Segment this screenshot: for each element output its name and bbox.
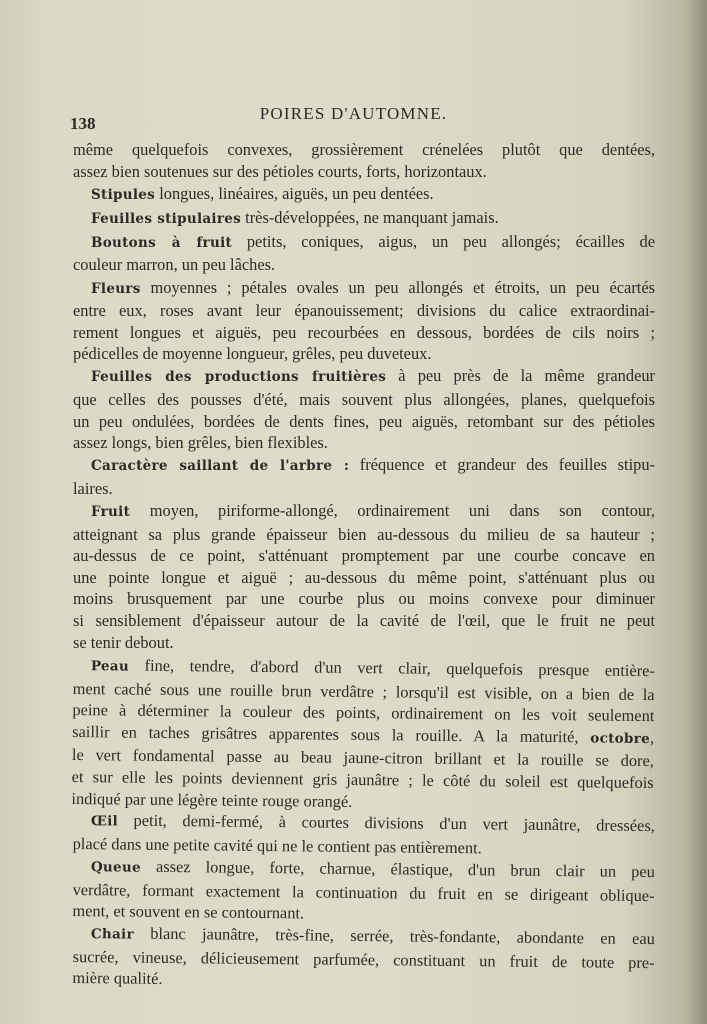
page-body <box>73 139 655 990</box>
text-line <box>73 524 655 546</box>
paragraph <box>73 183 655 207</box>
line-text: saillir en taches grisâtres apparentes sous la rouille. A la maturité, <box>72 721 591 746</box>
paragraph-term: Queue <box>90 859 142 876</box>
line-text: entre eux, roses avant leur épanouissement; divisions du calice extraordinai- <box>73 301 655 321</box>
line-text: blanc jaunâtre, très-fine, serrée, très-fondante, abondante en eau <box>133 923 655 949</box>
line-text: à peu près de la même grandeur <box>386 366 655 386</box>
text-line <box>73 365 655 389</box>
paragraph-term: Fleurs <box>91 280 141 297</box>
line-text: rement longues et aiguës, peu recourbées en dessous, bordées de cils noirs ; <box>73 322 655 342</box>
paragraph-term: Caractère saillant de l'arbre : <box>91 458 350 475</box>
line-text: peine à déterminer la couleur des points, ordinairement on les voit seulement <box>72 699 655 725</box>
line-text: si sensiblement d'épaisseur autour de la cavité de l'œil, que le fruit ne peut <box>73 610 655 630</box>
text-line <box>73 389 655 411</box>
line-text: très-développées, ne manquant jamais. <box>241 207 499 227</box>
line-text: verdâtre, formant exactement la continuation du fruit en se dirigeant oblique- <box>72 879 655 905</box>
line-text: même quelquefois convexes, grossièrement crénelées plutôt que dentées, <box>73 140 655 159</box>
paragraph <box>73 454 655 499</box>
paragraph-term: Peau <box>90 657 130 675</box>
line-text: fine, tendre, d'abord d'un vert clair, quelquefois presque entière- <box>128 655 655 680</box>
text-line <box>73 231 655 255</box>
text-line <box>73 183 655 207</box>
text-line <box>73 478 655 500</box>
page-number: 138 <box>70 114 96 133</box>
text-line <box>73 343 655 365</box>
text-line <box>73 432 655 454</box>
line-text: une pointe longue et aiguë ; au-dessous du même point, s'atténuant plus ou <box>73 567 655 587</box>
text-line <box>73 207 655 231</box>
text-line <box>73 610 655 632</box>
paragraph <box>73 809 655 860</box>
paragraph <box>73 365 655 453</box>
text-line <box>73 139 655 161</box>
text-line <box>73 545 655 567</box>
text-line <box>73 567 655 589</box>
line-text: assez longs, bien grêles, bien flexibles. <box>73 433 328 453</box>
paragraph <box>73 139 655 182</box>
text-line <box>73 300 655 322</box>
line-text: ment, et souvent en se contournant. <box>72 901 305 923</box>
text-line <box>73 322 655 344</box>
paragraph <box>72 922 655 995</box>
paragraph <box>73 231 655 276</box>
line-text: se tenir debout. <box>73 632 174 652</box>
text-line <box>73 632 655 654</box>
line-text: placé dans une petite cavité qui ne le contient pas entièrement. <box>72 833 482 858</box>
paragraph-term: Feuilles des productions fruitières <box>91 369 387 386</box>
line-text: moyennes ; pétales ovales un peu allongés et étroits, un peu écartés <box>140 277 655 297</box>
paragraph <box>72 855 655 928</box>
running-title: POIRES D'AUTOMNE. <box>259 104 448 123</box>
line-text: longues, linéaires, aiguës, un peu dentées. <box>155 183 434 203</box>
paragraph-term: Stipules <box>91 186 156 203</box>
line-text: que celles des pousses d'été, mais souvent plus allongées, planes, quelquefois <box>73 390 655 410</box>
text-line <box>73 500 655 524</box>
text-line <box>73 454 655 478</box>
line-text: , <box>649 727 655 747</box>
paragraph-term: Boutons à fruit <box>91 234 233 251</box>
line-text: petits, coniques, aigus, un peu allongés; écailles de <box>232 231 655 251</box>
line-text: couleur marron, un peu lâches. <box>73 255 276 275</box>
paragraph <box>73 207 655 231</box>
line-text: fréquence et grandeur des feuilles stipu- <box>349 455 655 475</box>
text-line <box>73 588 655 610</box>
line-text: atteignant sa plus grande épaisseur bien au-dessous du milieu de sa hauteur ; <box>73 524 655 544</box>
line-text: moins brusquement par une courbe plus ou moins convexe pour diminuer <box>73 589 655 609</box>
paragraph-term: Fruit <box>91 504 131 520</box>
paragraph <box>73 500 655 653</box>
text-line <box>73 411 655 433</box>
line-text: assez longue, forte, charnue, élastique, d'un brun clair un peu <box>140 856 655 882</box>
line-text: un peu ondulées, bordées de dents fines, peu aiguës, retombant sur des pétioles <box>73 411 655 431</box>
line-text: sucrée, vineuse, délicieusement parfumée, constituant un fruit de toute pre- <box>72 946 655 972</box>
paragraph-term: Œil <box>90 813 119 830</box>
line-text: moyen, piriforme-allongé, ordinairement uni dans son contour, <box>130 501 655 520</box>
paragraph <box>71 654 655 815</box>
line-text: assez bien soutenues sur des pétioles courts, forts, horizontaux. <box>73 161 487 181</box>
line-text: pédicelles de moyenne longueur, grêles, peu duveteux. <box>73 344 432 364</box>
text-line <box>73 277 655 301</box>
line-text: indiqué par une légère teinte rouge orangé. <box>71 788 353 811</box>
line-text: au-dessus de ce point, s'atténuant promptement par une courbe concave en <box>73 546 655 566</box>
paragraph-term: Feuilles stipulaires <box>91 210 242 227</box>
month-term: octobre <box>590 729 651 747</box>
paragraph <box>73 277 655 365</box>
line-text: mière qualité. <box>72 968 163 989</box>
text-line <box>73 254 655 276</box>
line-text: le vert fondamental passe au beau jaune-citron brillant et la rouille se dore, <box>71 745 655 771</box>
line-text: et sur elle les points deviennent gris jaunâtre ; le côté du soleil est quelquefois <box>71 766 654 792</box>
line-text: ment caché sous une rouille brun verdâtre ; lorsqu'il est visible, on a bien de la <box>72 678 655 704</box>
paragraph-term: Chair <box>90 926 135 943</box>
line-text: petit, demi-fermé, à courtes divisions d'un vert jaunâtre, dressées, <box>117 810 655 836</box>
line-text: laires. <box>73 478 113 498</box>
text-line <box>73 161 655 183</box>
